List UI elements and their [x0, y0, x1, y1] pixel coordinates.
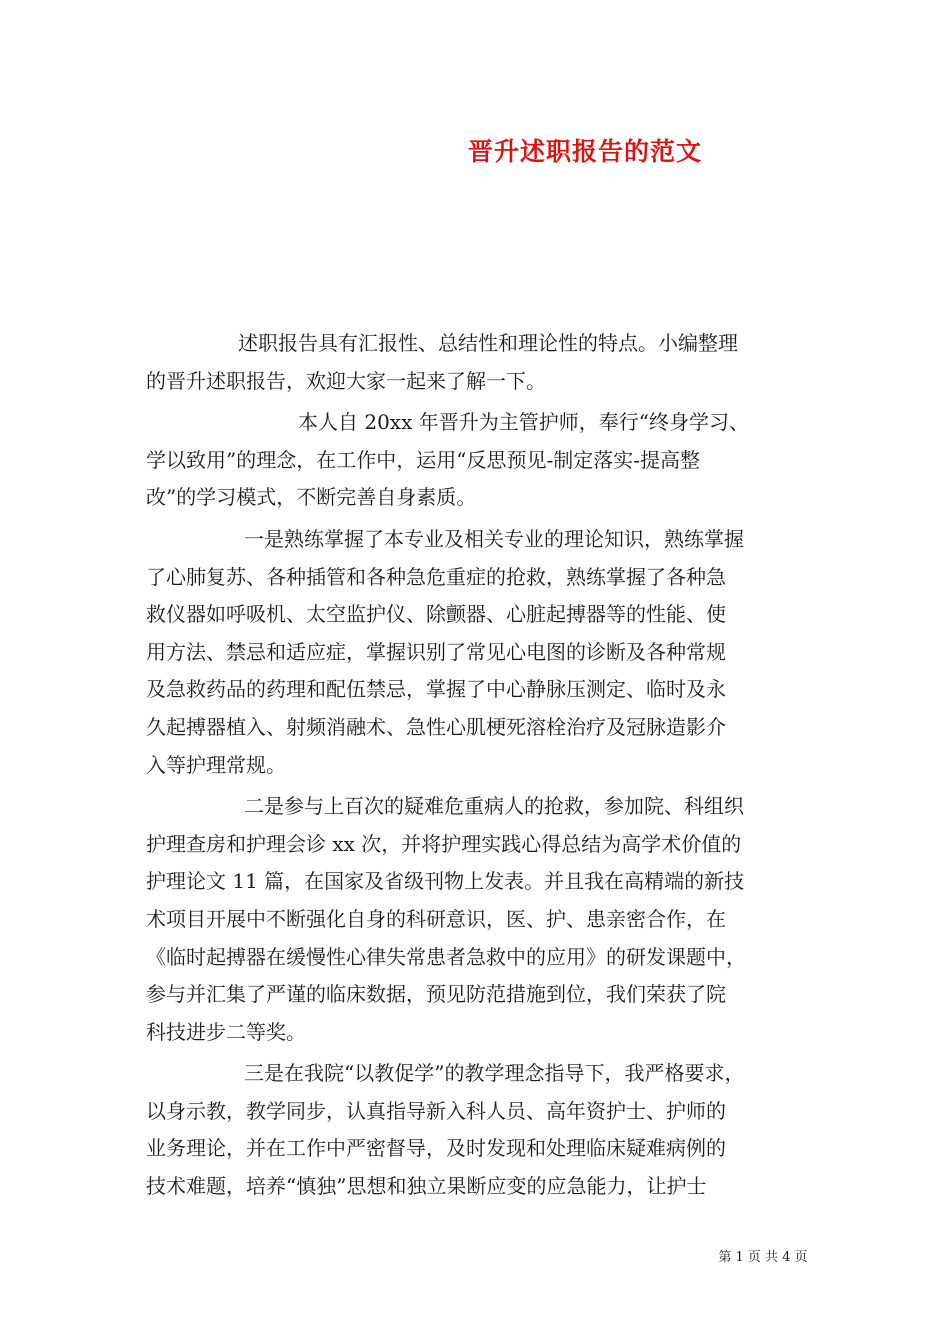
text-line: 学以致用”的理念，在工作中，运用“反思预见-制定落实-提高整	[146, 447, 700, 472]
document-title: 晋升述职报告的范文	[467, 137, 702, 166]
text-line: 及急救药品的药理和配伍禁忌，掌握了中心静脉压测定、临时及永	[146, 677, 726, 702]
text-line: 参与并汇集了严谨的临床数据，预见防范措施到位，我们荣获了院	[146, 982, 726, 1007]
paragraph	[146, 521, 816, 784]
text-line: 救仪器如呼吸机、太空监护仪、除颤器、心脏起搏器等的性能、使	[146, 602, 726, 627]
text-line: 科技进步二等奖。	[146, 1019, 306, 1044]
text-line: 述职报告具有汇报性、总结性和理论性的特点。小编整理	[238, 331, 738, 355]
text-line: 了心肺复苏、各种插管和各种急危重症的抢救，熟练掌握了各种急	[146, 564, 726, 589]
text-line: 业务理论，并在工作中严密督导，及时发现和处理临床疑难病例的	[146, 1136, 726, 1161]
paragraph	[146, 1055, 816, 1205]
page-number: 第 1 页 共 4 页	[718, 1250, 808, 1265]
page-footer	[0, 1246, 950, 1265]
text-line: 一是熟练掌握了本专业及相关专业的理论知识，熟练掌握	[244, 526, 744, 551]
text-line: 二是参与上百次的疑难危重病人的抢救，参加院、科组织	[244, 794, 744, 819]
text-line: 护理查房和护理会诊 xx 次，并将护理实践心得总结为高学术价值的	[146, 831, 742, 856]
text-line: 改”的学习模式，不断完善自身素质。	[146, 485, 477, 510]
text-line: 护理论文 11 篇，在国家及省级刊物上发表。并且我在高精端的新技	[146, 869, 745, 894]
paragraph	[146, 325, 816, 400]
text-line: 的晋升述职报告，欢迎大家一起来了解一下。	[146, 368, 546, 393]
text-line: 三是在我院“以教促学”的教学理念指导下，我严格要求，	[244, 1061, 745, 1086]
document-body	[146, 325, 816, 1206]
text-line: 术项目开展中不断强化自身的科研意识，医、护、患亲密合作，在	[146, 906, 726, 931]
text-line: 久起搏器植入、射频消融术、急性心肌梗死溶栓治疗及冠脉造影介	[146, 714, 726, 739]
paragraph	[146, 404, 816, 517]
document-title-wrap	[0, 132, 950, 168]
text-line: 用方法、禁忌和适应症，掌握识别了常见心电图的诊断及各种常规	[146, 639, 726, 664]
text-line: 本人自 20xx 年晋升为主管护师，奉行“终身学习、	[298, 410, 749, 435]
text-line: 以身示教，教学同步，认真指导新入科人员、高年资护士、护师的	[146, 1098, 726, 1123]
text-line: 技术难题，培养“慎独”思想和独立果断应变的应急能力，让护士	[146, 1174, 707, 1199]
text-line: 《临时起搏器在缓慢性心律失常患者急救中的应用》的研发课题中，	[146, 944, 746, 969]
paragraph	[146, 788, 816, 1051]
text-line: 入等护理常规。	[146, 752, 286, 777]
